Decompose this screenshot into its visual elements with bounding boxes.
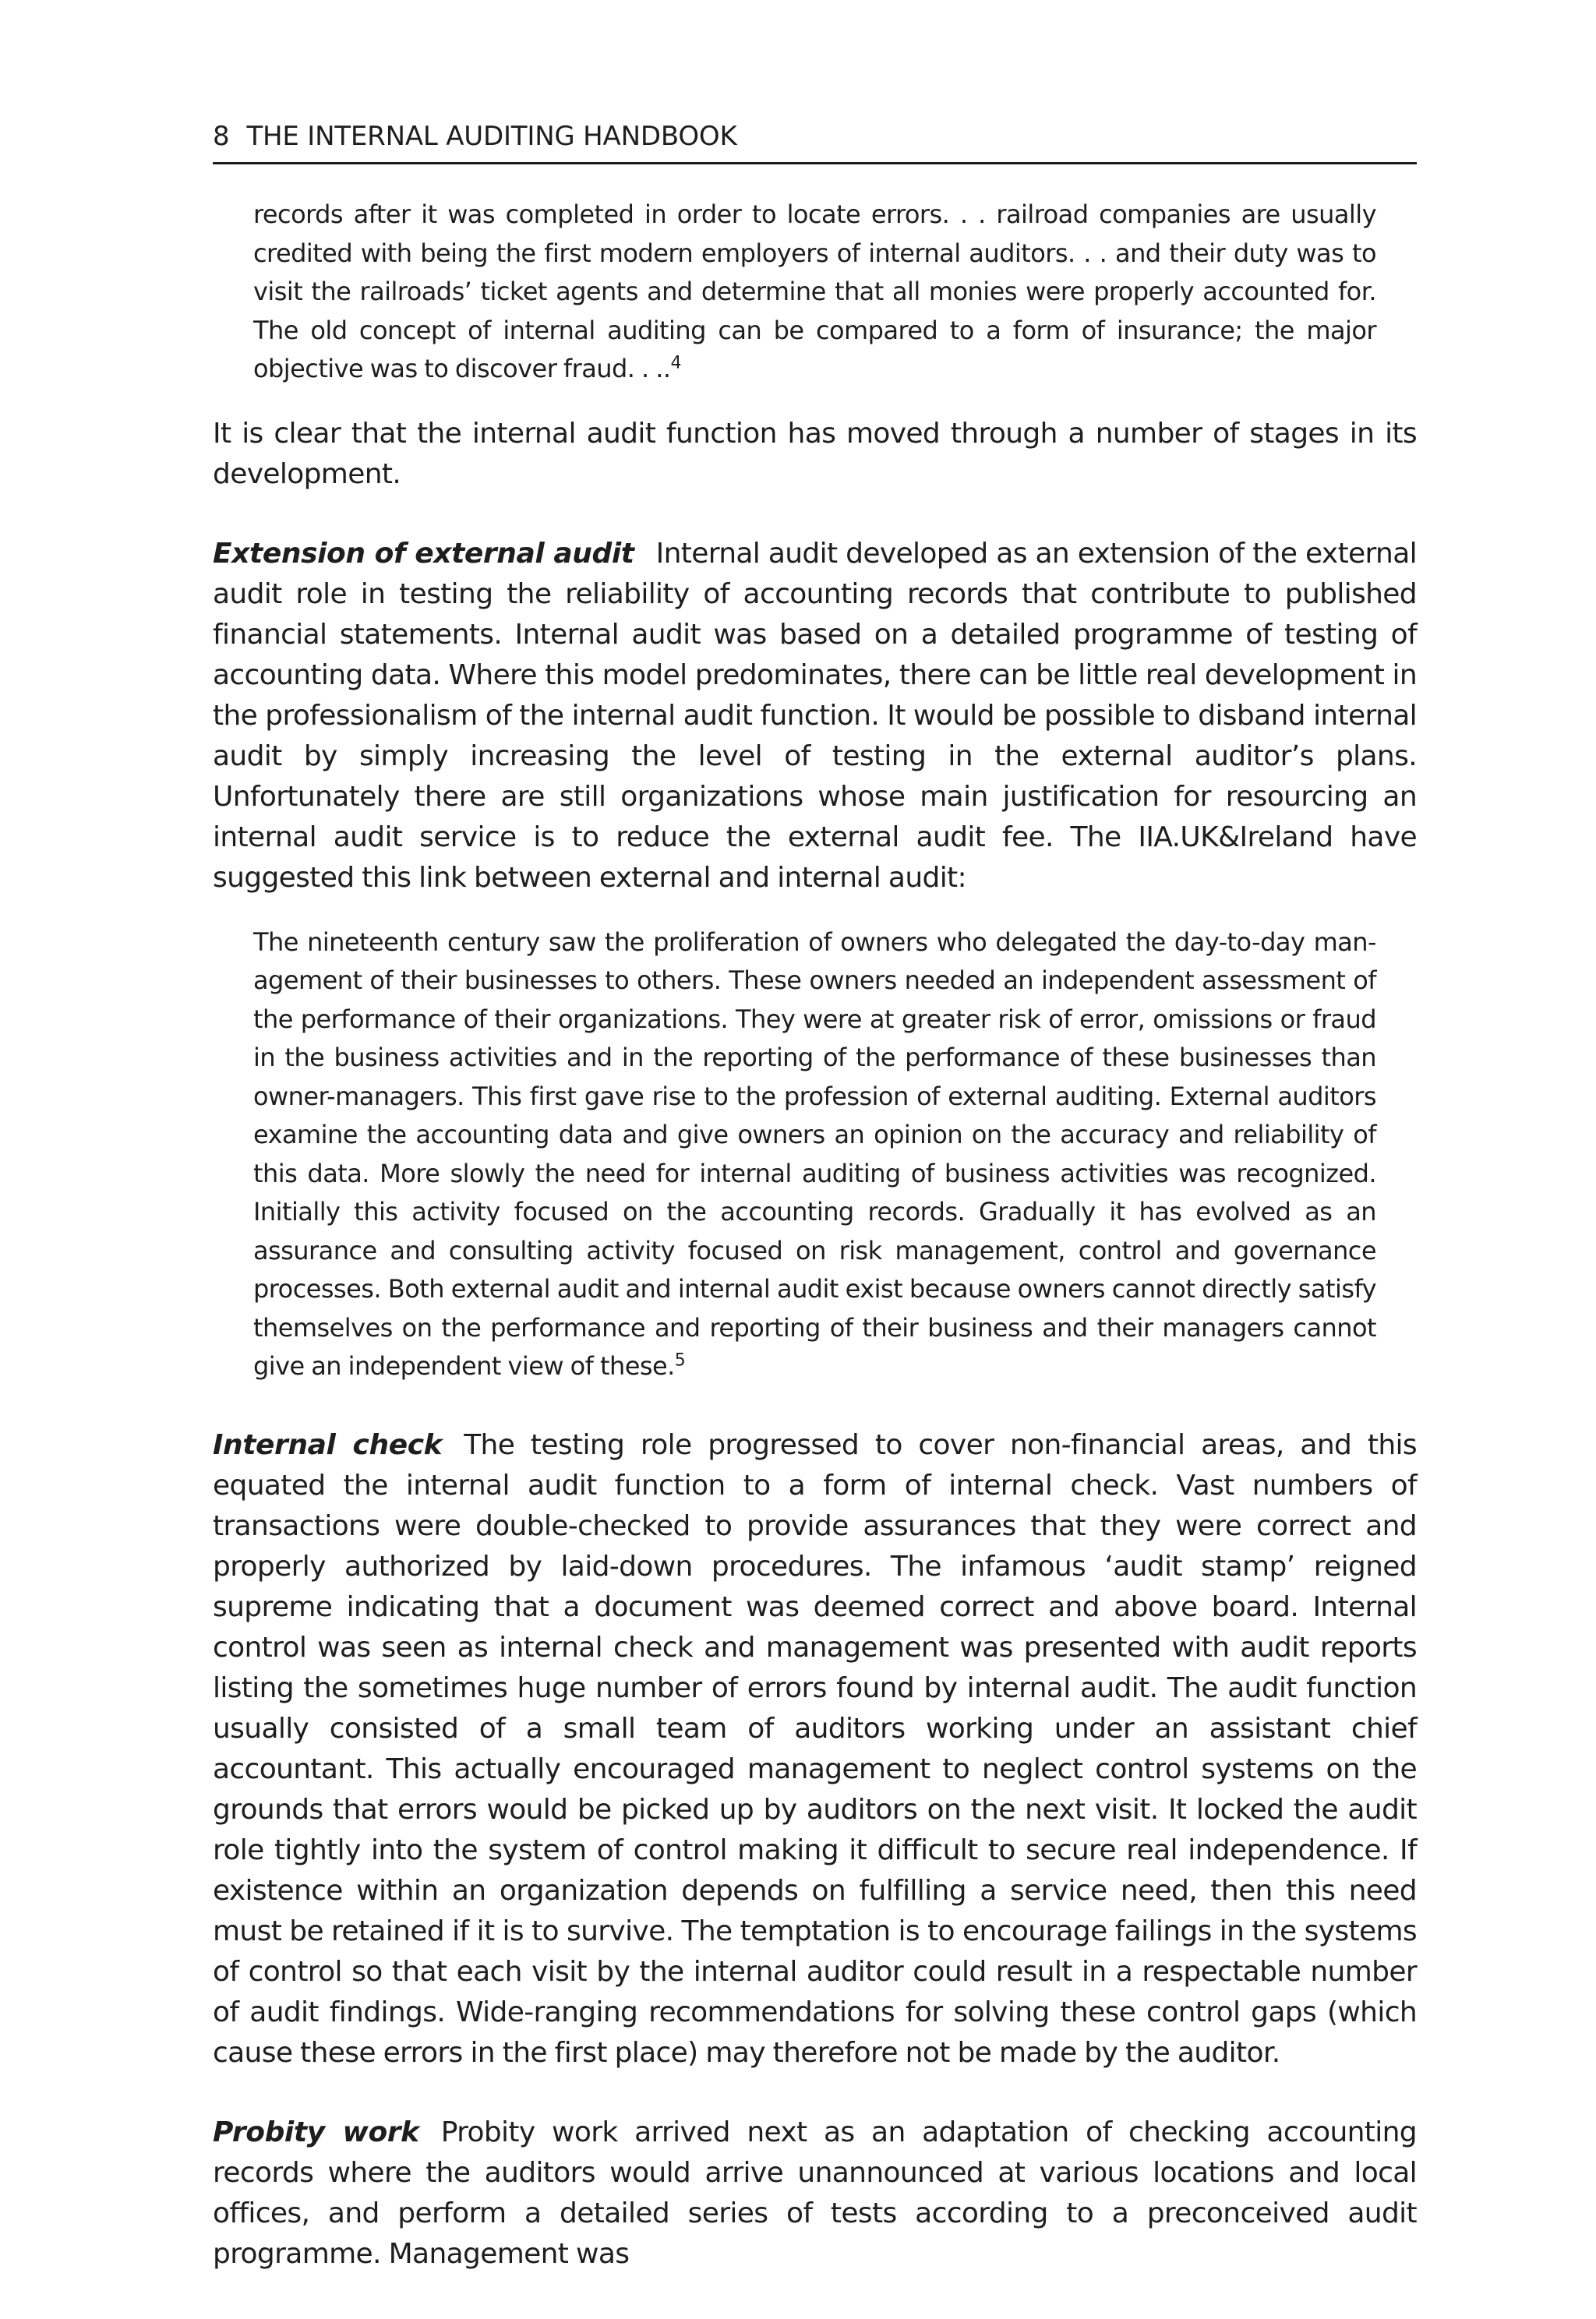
section-heading-probity-work: Probity work	[213, 2116, 419, 2148]
section-text: The testing role progressed to cover non-financial areas, and this equated the internal audit function to a form of internal check. Vast numbers of transactions were double-checked to provide assurances that they were correct and properly authorized by laid-down procedures. The infamous ‘audit stamp’ reigned supreme indicating that a document was deemed correct and above board. Internal control was seen as internal check and management was presented with audit reports listing the sometimes huge number of errors found by internal audit. The audit function usually consisted of a small team of auditors working under an assistant chief accountant. This actually encouraged management to neglect control systems on the grounds that errors would be picked up by auditors on the next visit. It locked the audit role tightly into the system of control making it difficult to secure real independence. If existence within an organization depends on fulfilling a service need, then this need must be retained if it is to survive. The temptation is to encourage failings in the systems of control so that each visit by the internal auditor could result in a respectable number of audit findings. Wide-ranging recommendations for solving these control gaps (which cause these errors in the first place) may therefore not be made by the auditor.	[213, 1428, 1417, 2069]
section-text: Probity work arrived next as an adaptation of checking accounting records where the auditors would arrive unannounced at various locations and local offices, and perform a detailed series of tests according to a preconceived audit programme. Management was	[213, 2116, 1417, 2270]
section-text: Internal audit developed as an extension of the external audit role in testing the reliability of accounting records that contribute to published financial statements. Internal audit was based on a detailed programme of testing of accounting data. Where this model predominates, there can be little real development in the professionalism of the internal audit function. It would be possible to disband internal audit by simply increasing the level of testing in the external auditor’s plans. Unfortunately there are still organizations whose main justification for resourcing an internal audit service is to reduce the external audit fee. The IIA.UK&Ireland have suggested this link between external and internal audit:	[213, 537, 1417, 894]
section-heading-external-audit: Extension of external audit	[213, 537, 634, 570]
block-quote-history	[253, 196, 1376, 389]
block-quote-iia	[253, 923, 1376, 1386]
section-extension-of-external-audit	[213, 534, 1417, 898]
paragraph-text: It is clear that the internal audit function has moved through a number of stages in its development.	[213, 417, 1417, 490]
footnote-ref-5: 5	[674, 1350, 686, 1371]
book-page	[213, 117, 1417, 2275]
paragraph-stages	[213, 414, 1417, 495]
book-title: THE INTERNAL AUDITING HANDBOOK	[246, 121, 737, 152]
page-number: 8	[213, 121, 230, 152]
quote-text: records after it was completed in order to locate errors. . . railroad companies are usually credited with being the first modern employers of internal auditors. . . and their duty was to visit the railroads’ ticket agents and determine that all monies were properly accounted for. The old concept of internal auditing can be compared to a form of insurance; the major objective was to discover fraud. . ..	[253, 199, 1376, 383]
section-internal-check	[213, 1425, 1417, 2074]
running-header	[213, 117, 1417, 164]
footnote-ref-4: 4	[670, 353, 682, 373]
section-probity-work	[213, 2113, 1417, 2275]
section-heading-internal-check: Internal check	[213, 1428, 443, 1461]
quote-text: The nineteenth century saw the proliferation of owners who delegated the day-to-day man-agement of their businesses to others. These owners needed an independent assessment of the performance of their organizations. They were at greater risk of error, omissions or fraud in the business activities and in the reporting of the performance of these businesses than owner-managers. This first gave rise to the profession of external auditing. External auditors examine the accounting data and give owners an opinion on the accuracy and reliability of this data. More slowly the need for internal auditing of business activities was recognized. Initially this activity focused on the accounting records. Gradually it has evolved as an assurance and consulting activity focused on risk management, control and governance processes. Both external audit and internal audit exist because owners cannot directly satisfy themselves on the performance and reporting of their business and their managers cannot give an independent view of these.	[253, 927, 1376, 1381]
